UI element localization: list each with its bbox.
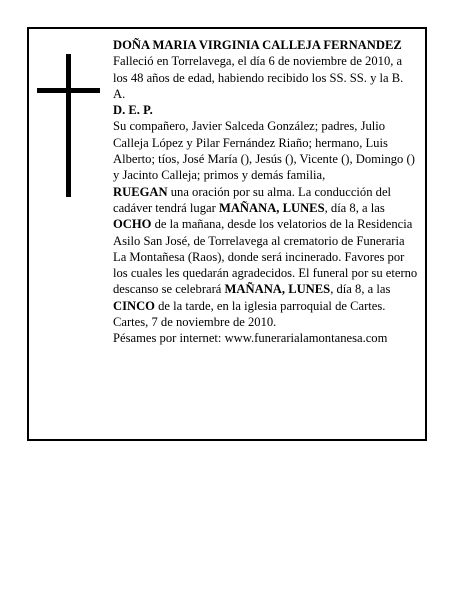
cross-icon-vertical [66, 54, 71, 197]
place-date: Cartes, 7 de noviembre de 2010. [113, 315, 277, 330]
obituary-text [113, 37, 418, 347]
cross-icon-horizontal [37, 88, 100, 93]
conduction-time-prefix: , día 8, a las [324, 200, 385, 215]
family-list: Su compañero, Javier Salceda González; padres, Julio Calleja López y Pilar Fernández Riaño; hermano, Luis Alberto; tíos, José María (), Jesús (), Vicente (), Domingo () y Jacinto Calleja; primos y demás familia, [113, 119, 415, 183]
family-paragraph [113, 118, 418, 314]
deceased-name: DOÑA MARIA VIRGINIA CALLEJA FERNANDEZ [113, 38, 402, 52]
condolences-line: Pésames por internet: www.funerarialamontanesa.com [113, 331, 388, 346]
conduction-hour: OCHO [113, 217, 152, 232]
funeral-hour: CINCO [113, 298, 155, 313]
conduction-text: una oración por su alma. La conducción del cadáver tendrá lugar [113, 184, 392, 215]
funeral-location: de la tarde, en la iglesia parroquial de Cartes. [154, 298, 386, 313]
conduction-day: MAÑANA, LUNES [218, 200, 325, 215]
death-statement: Falleció en Torrelavega, el día 6 de noviembre de 2010, a los 48 años de edad, habiendo recibido los SS. SS. y la B. A. [113, 54, 404, 101]
conduction-details: de la mañana, desde los velatorios de la Residencia Asilo San José, de Torrelavega al crematorio de Funeraria La Montañesa (Raos), donde será incinerado. Favores por los cuales les quedarán agradecidos. El funeral por su eterno descanso se celebrará [113, 217, 418, 297]
funeral-time-prefix: , día 8, a las [330, 282, 391, 297]
dep-label: D. E. P. [113, 103, 153, 118]
funeral-day: MAÑANA, LUNES [224, 282, 331, 297]
ruegan-text: RUEGAN [113, 184, 168, 199]
